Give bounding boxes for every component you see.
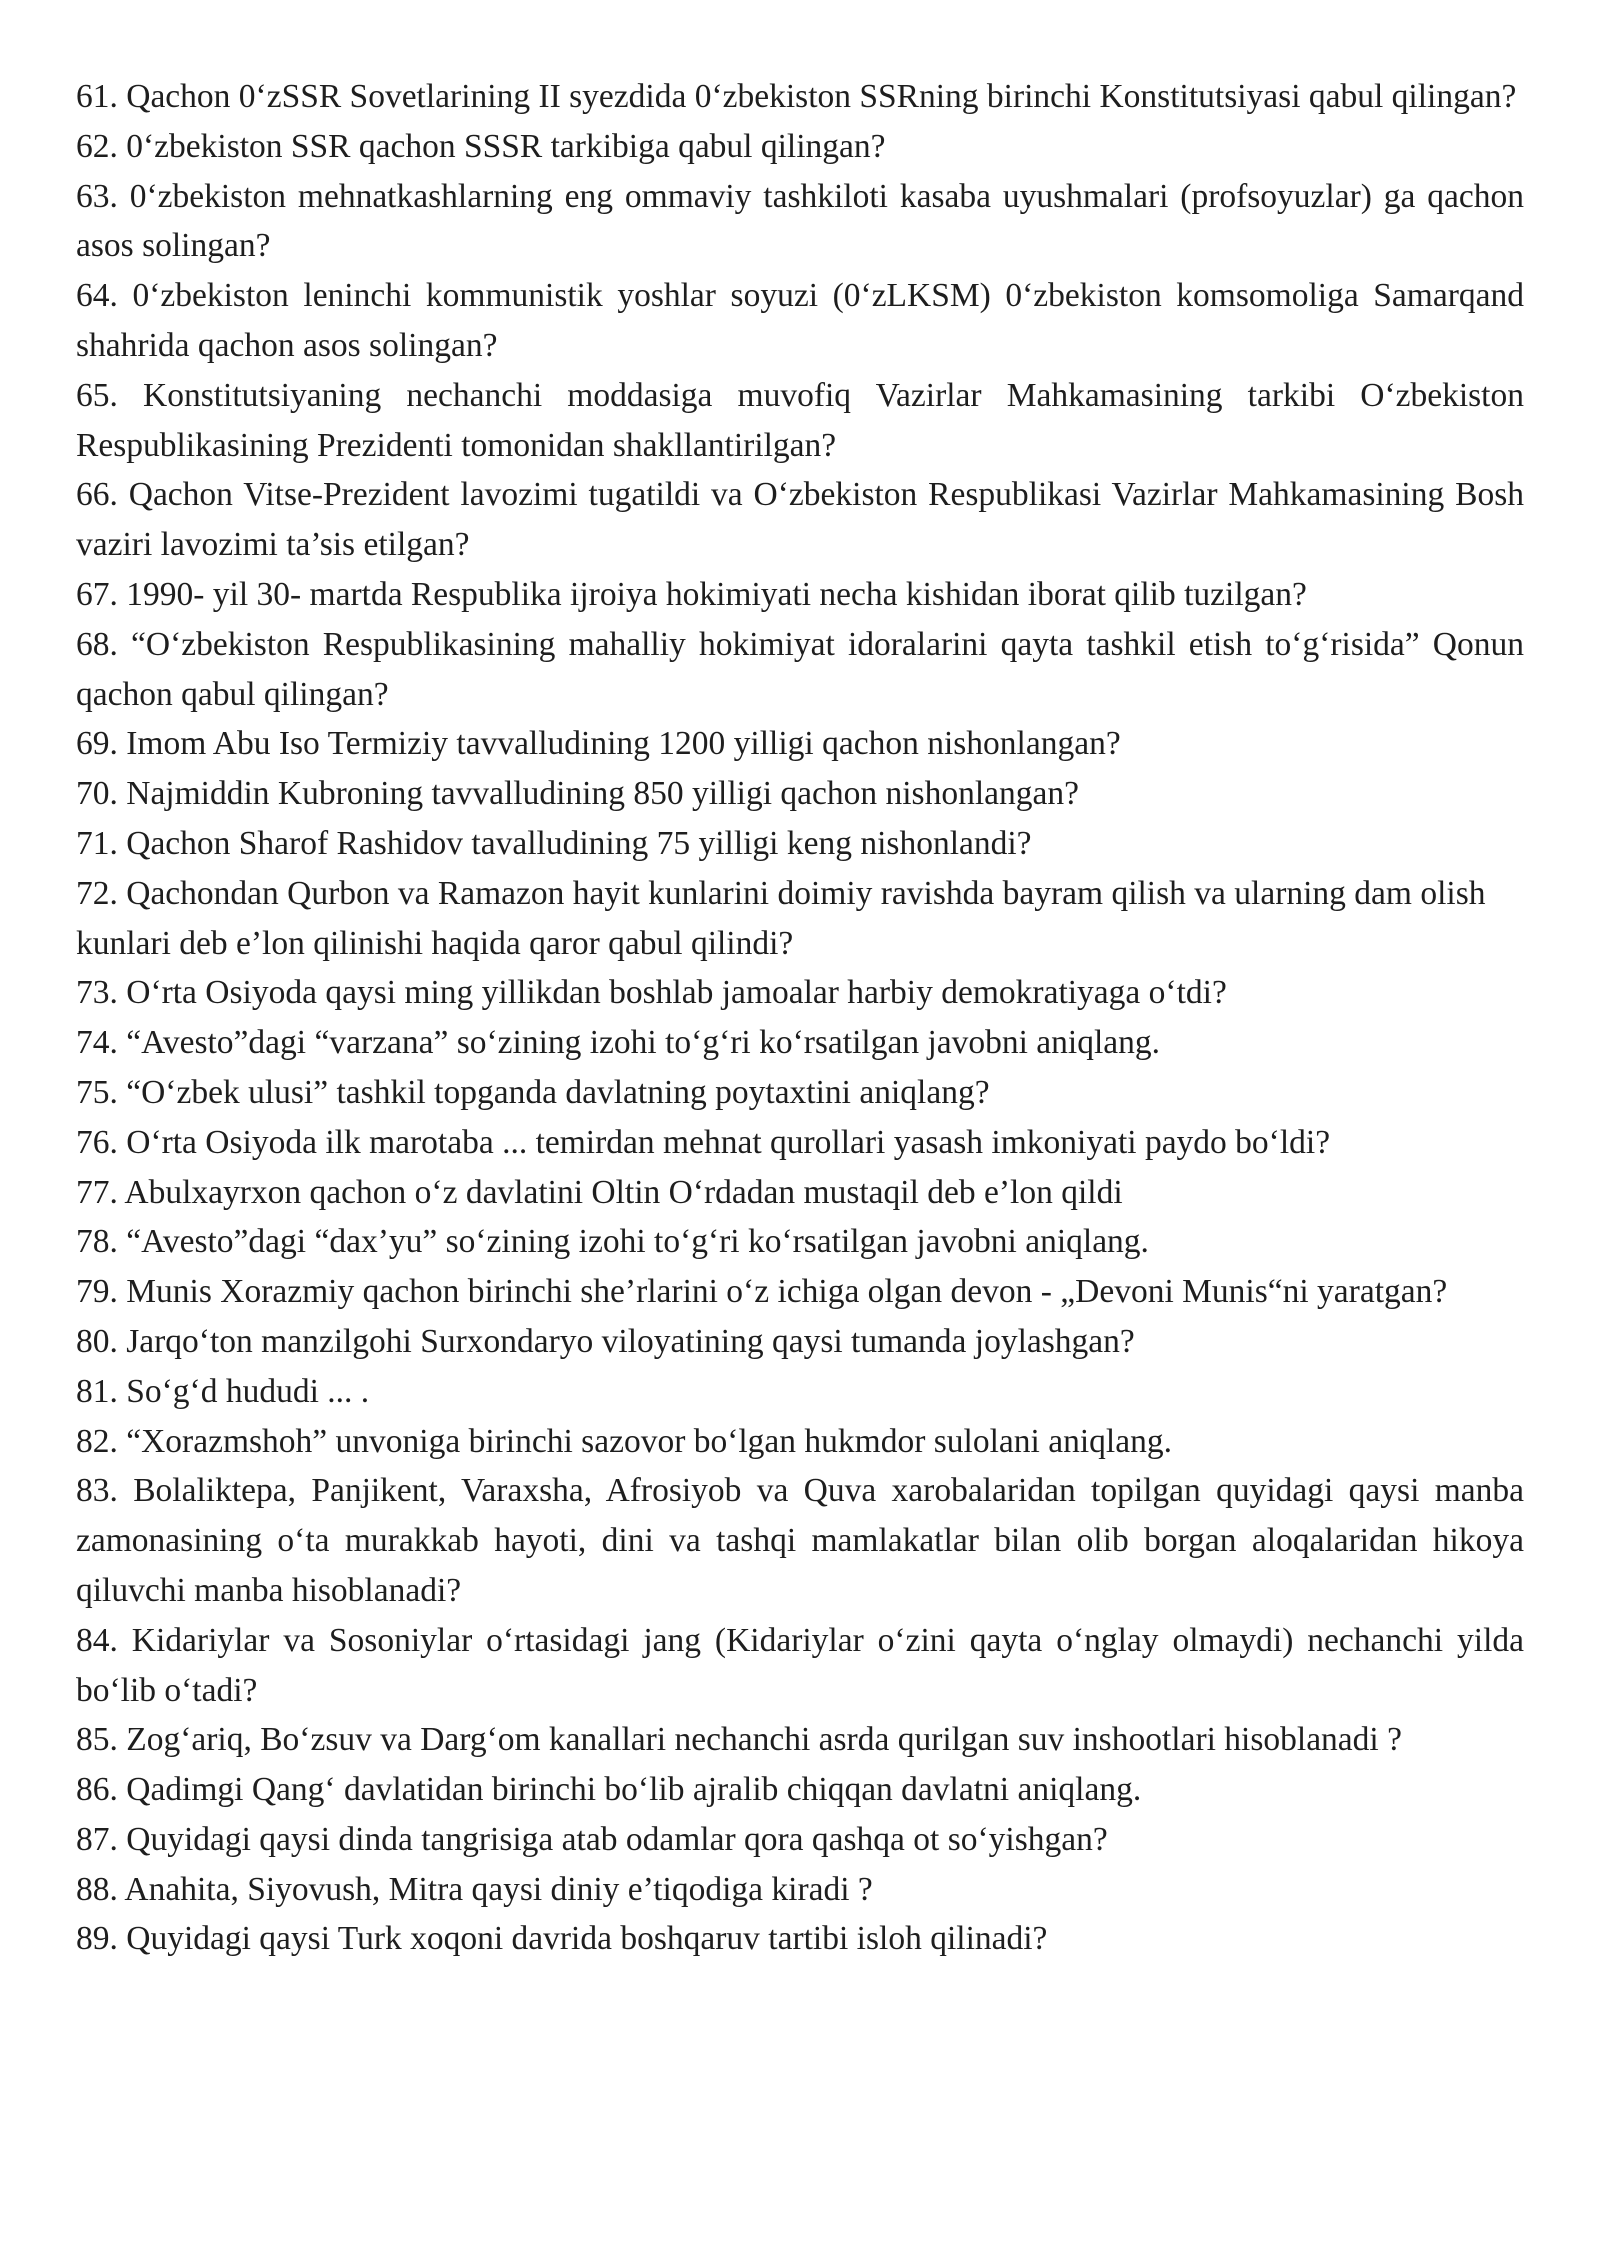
- question-item: 65. Konstitutsiyaning nechanchi moddasiga muvofiq Vazirlar Mahkamasining tarkibi O‘zbekiston Respublikasining Prezidenti tomonidan shakllantirilgan?: [76, 376, 1524, 464]
- question-item: 77. Abulxayrxon qachon o‘z davlatini Oltin O‘rdadan mustaqil deb e’lon qildi: [76, 1173, 1123, 1211]
- question-item: 82. “Xorazmshoh” unvoniga birinchi sazovor bo‘lgan hukmdor sulolani aniqlang.: [76, 1422, 1172, 1460]
- question-item: 62. 0‘zbekiston SSR qachon SSSR tarkibiga qabul qilingan?: [76, 127, 886, 165]
- question-item: 88. Anahita, Siyovush, Mitra qaysi diniy e’tiqodiga kiradi ?: [76, 1870, 873, 1908]
- question-item: 71. Qachon Sharof Rashidov tavalludining 75 yilligi keng nishonlandi?: [76, 824, 1032, 862]
- question-item: 85. Zog‘ariq, Bo‘zsuv va Darg‘om kanallari nechanchi asrda qurilgan suv inshootlari hisoblanadi ?: [76, 1721, 1402, 1759]
- question-item: 89. Quyidagi qaysi Turk xoqoni davrida boshqaruv tartibi isloh qilinadi?: [76, 1920, 1048, 1958]
- question-item: 78. “Avesto”dagi “dax’yu” so‘zining izohi to‘g‘ri ko‘rsatilgan javobni aniqlang.: [76, 1223, 1149, 1261]
- question-item: 73. O‘rta Osiyoda qaysi ming yillikdan boshlab jamoalar harbiy demokratiyaga o‘tdi?: [76, 974, 1227, 1012]
- question-item: 86. Qadimgi Qang‘ davlatidan birinchi bo‘lib ajralib chiqqan davlatni aniqlang.: [76, 1771, 1142, 1809]
- question-item: 63. 0‘zbekiston mehnatkashlarning eng ommaviy tashkiloti kasaba uyushmalari (profsoyuzlar) ga qachon asos solingan?: [76, 177, 1524, 265]
- question-item: 83. Bolaliktepa, Panjikent, Varaxsha, Afrosiyob va Quva xarobalaridan topilgan quyidagi qaysi manba zamonasining o‘ta murakkab hayoti, dini va tashqi mamlakatlar bilan olib borgan aloqalaridan hikoya qiluvchi manba hisoblanadi?: [76, 1472, 1524, 1609]
- question-item: 75. “O‘zbek ulusi” tashkil topganda davlatning poytaxtini aniqlang?: [76, 1073, 990, 1111]
- question-list: [76, 72, 1524, 1964]
- question-item: 68. “O‘zbekiston Respublikasining mahalliy hokimiyat idoralarini qayta tashkil etish to‘g‘risida” Qonun qachon qabul qilingan?: [76, 625, 1524, 713]
- question-item: 64. 0‘zbekiston leninchi kommunistik yoshlar soyuzi (0‘zLKSM) 0‘zbekiston komsomoliga Samarqand shahrida qachon asos solingan?: [76, 277, 1524, 364]
- question-item: 81. So‘g‘d hududi ... .: [76, 1372, 370, 1410]
- question-item: 79. Munis Xorazmiy qachon birinchi she’rlarini o‘z ichiga olgan devon - „Devoni Munis“ni yaratgan?: [76, 1273, 1448, 1311]
- document-page: [76, 72, 1524, 1964]
- question-item: 84. Kidariylar va Sosoniylar o‘rtasidagi jang (Kidariylar o‘zini qayta o‘nglay olmaydi) nechanchi yilda bo‘lib o‘tadi?: [76, 1621, 1524, 1709]
- question-item: 69. Imom Abu Iso Termiziy tavvalludining 1200 yilligi qachon nishonlangan?: [76, 725, 1121, 763]
- question-item: 61. Qachon 0‘zSSR Sovetlarining II syezdida 0‘zbekiston SSRning birinchi Konstitutsiyasi qabul qilingan?: [76, 78, 1517, 115]
- question-item: 80. Jarqo‘ton manzilgohi Surxondaryo viloyatining qaysi tumanda joylashgan?: [76, 1322, 1135, 1360]
- question-item: 70. Najmiddin Kubroning tavvalludining 850 yilligi qachon nishonlangan?: [76, 775, 1080, 813]
- question-item: 74. “Avesto”dagi “varzana” so‘zining izohi to‘g‘ri ko‘rsatilgan javobni aniqlang.: [76, 1024, 1161, 1062]
- question-item: 72. Qachondan Qurbon va Ramazon hayit kunlarini doimiy ravishda bayram qilish va ularning dam olish kunlari deb e’lon qilinishi haqida qaror qabul qilindi?: [76, 874, 1486, 962]
- question-item: 67. 1990- yil 30- martda Respublika ijroiya hokimiyati necha kishidan iborat qilib tuzilgan?: [76, 575, 1307, 613]
- question-item: 76. O‘rta Osiyoda ilk marotaba ... temirdan mehnat qurollari yasash imkoniyati paydo bo‘ldi?: [76, 1123, 1331, 1161]
- question-item: 87. Quyidagi qaysi dinda tangrisiga atab odamlar qora qashqa ot so‘yishgan?: [76, 1820, 1108, 1858]
- question-item: 66. Qachon Vitse-Prezident lavozimi tugatildi va O‘zbekiston Respublikasi Vazirlar Mahkamasining Bosh vaziri lavozimi ta’sis etilgan?: [76, 476, 1524, 564]
